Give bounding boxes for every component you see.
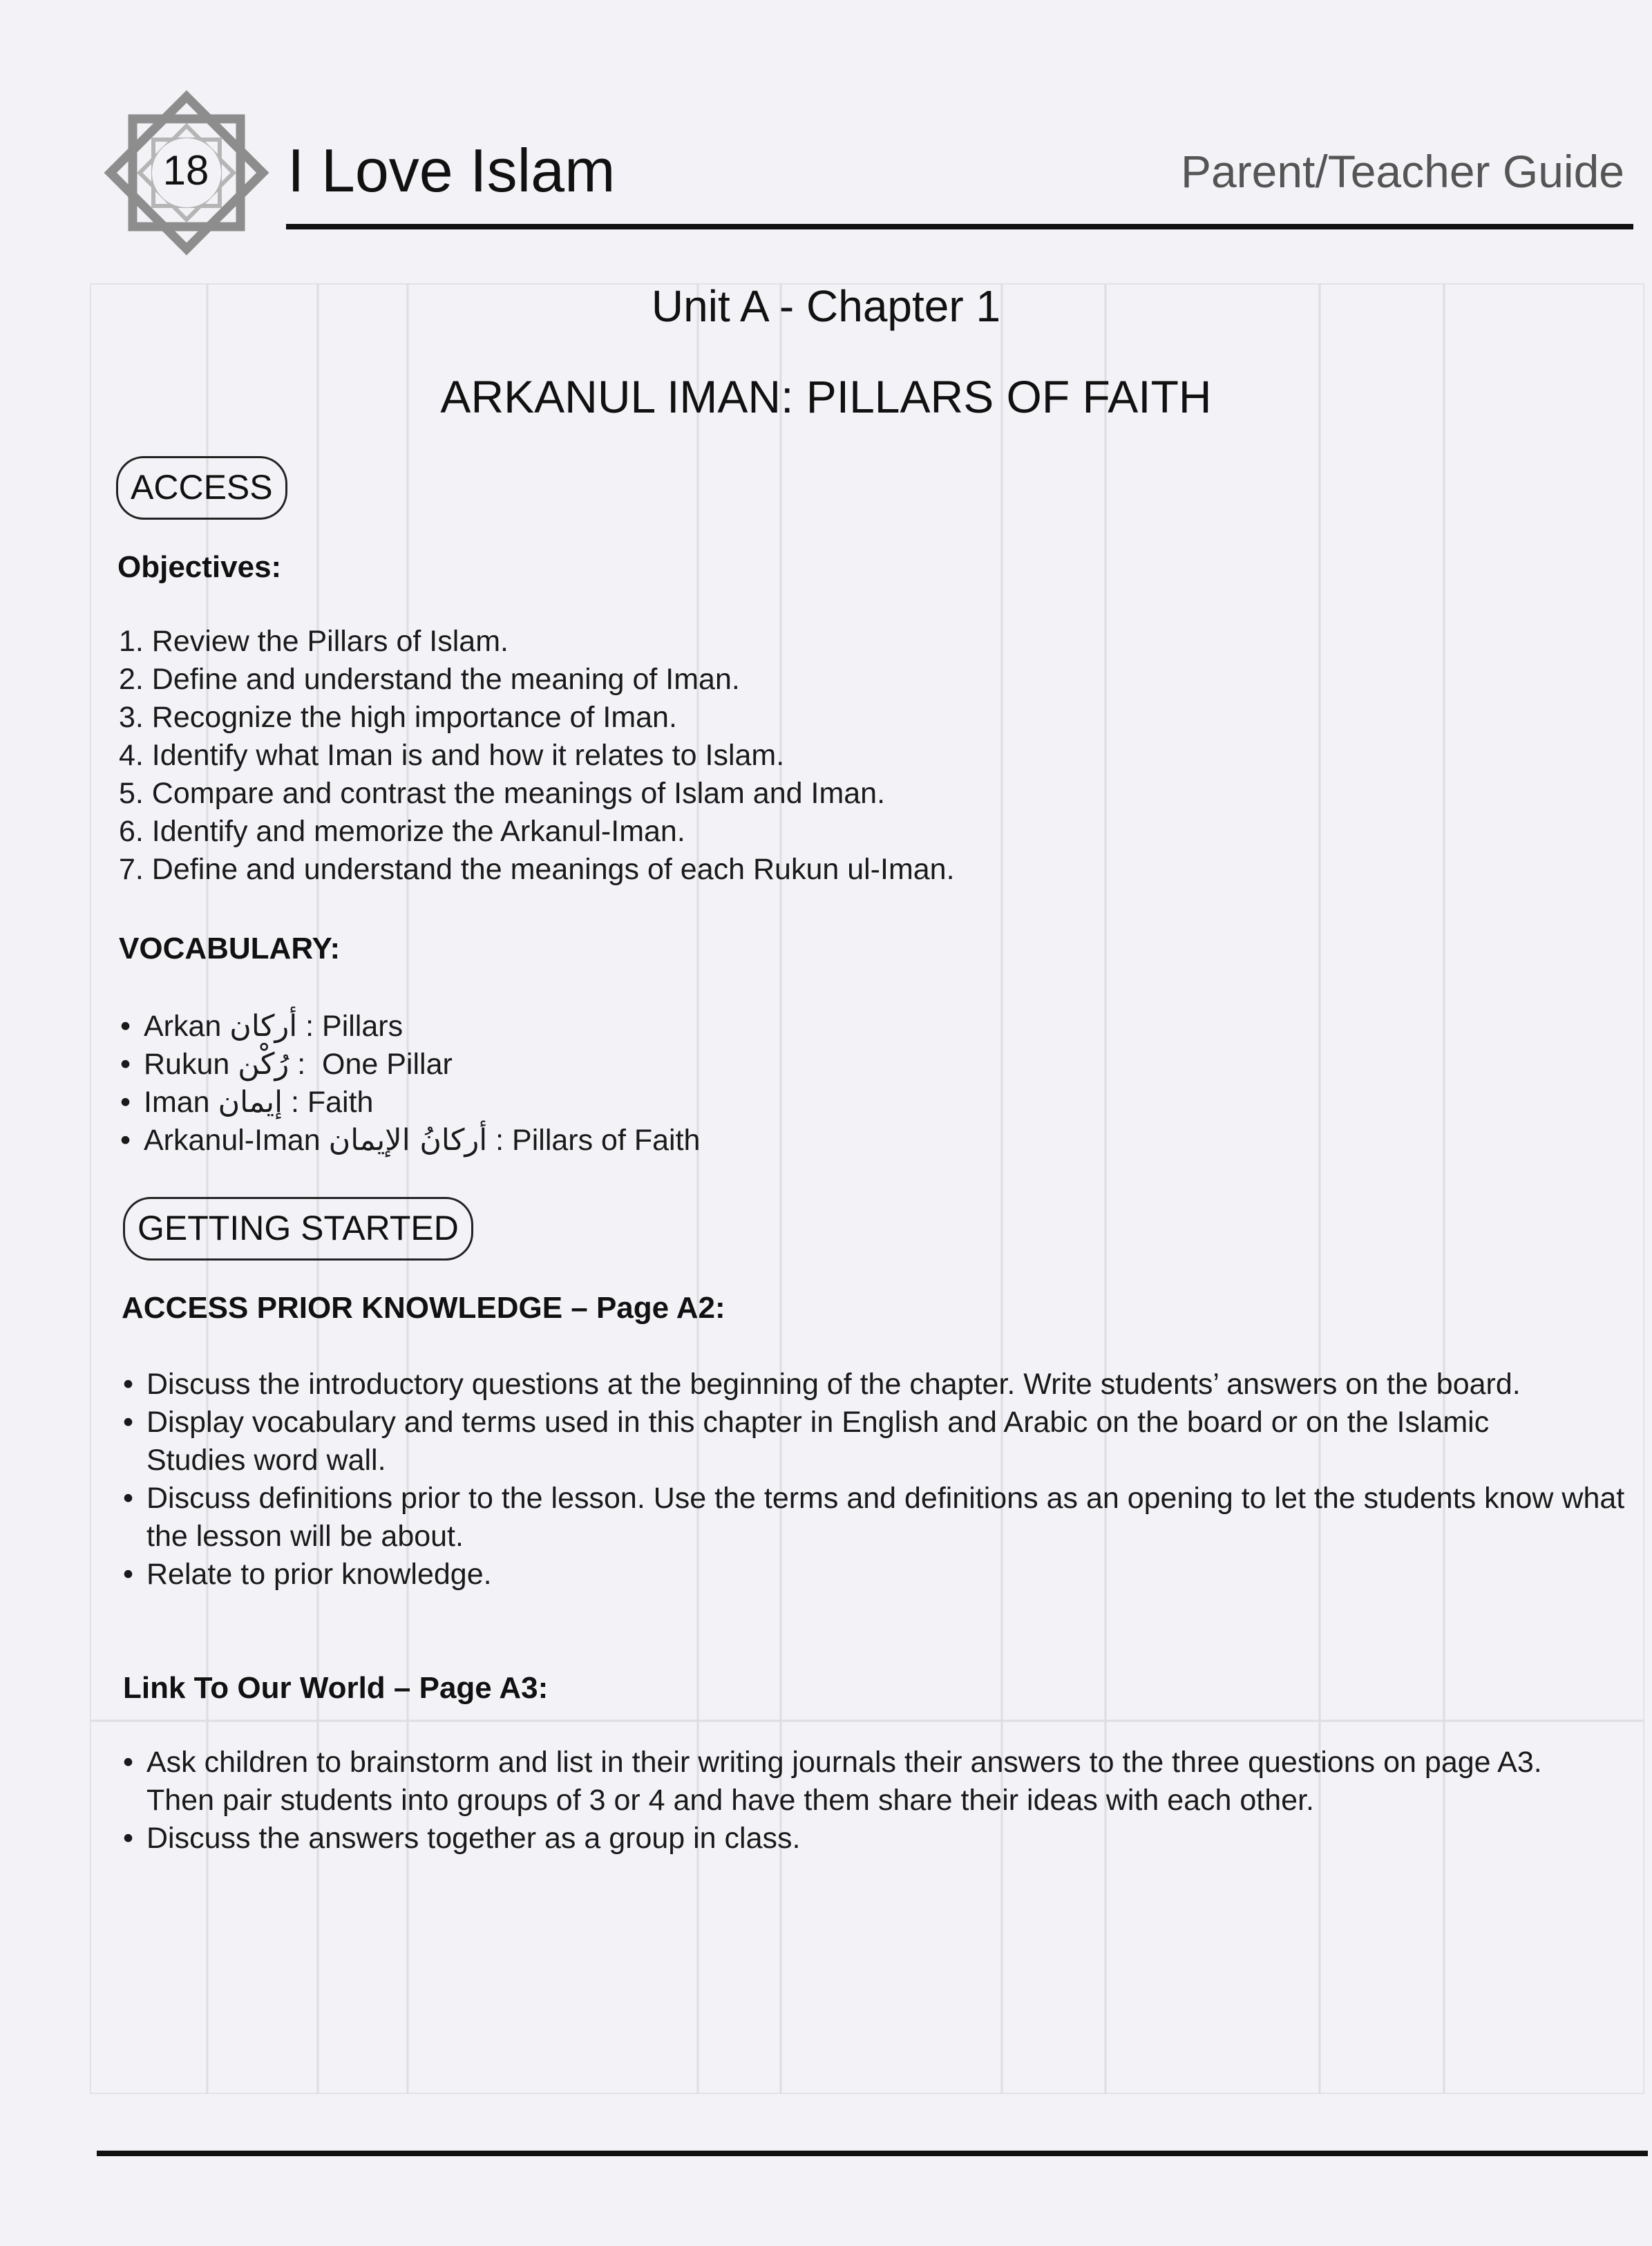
vocabulary-meaning: : Pillars of Faith bbox=[495, 1124, 701, 1157]
list-item: 7. Define and understand the meanings of each Rukun ul-Iman. bbox=[119, 853, 955, 886]
vocabulary-meaning: : Pillars bbox=[305, 1010, 403, 1043]
vocabulary-arabic: رُكْن bbox=[238, 1047, 289, 1082]
prior-knowledge-list bbox=[122, 1366, 1652, 1594]
vocabulary-arabic: أركانُ الإيمان bbox=[328, 1123, 488, 1158]
list-item: 6. Identify and memorize the Arkanul-Iman. bbox=[119, 815, 685, 848]
vocabulary-list bbox=[119, 1008, 948, 1160]
vocabulary-item bbox=[119, 1122, 948, 1160]
list-item: • Display vocabulary and terms used in this chapter in English and Arabic on the board or on the Islamic Studies word wall. bbox=[122, 1404, 1563, 1480]
vocabulary-item bbox=[119, 1008, 948, 1046]
vocabulary-arabic: إيمان bbox=[218, 1085, 283, 1120]
vocabulary-term: Arkanul-Iman bbox=[144, 1124, 321, 1157]
prior-knowledge-heading: ACCESS PRIOR KNOWLEDGE – Page A2: bbox=[122, 1291, 725, 1325]
list-item: • Relate to prior knowledge. bbox=[122, 1556, 1652, 1594]
vocabulary-term: Rukun bbox=[144, 1048, 230, 1081]
vocabulary-arabic: أركان bbox=[229, 1009, 298, 1044]
list-item: • Discuss the introductory questions at the beginning of the chapter. Write students’ answers on the board. bbox=[122, 1366, 1563, 1404]
vocabulary-term: Arkan bbox=[144, 1010, 222, 1043]
footer-divider bbox=[97, 2151, 1648, 2156]
header-divider bbox=[286, 224, 1633, 229]
list-item: 3. Recognize the high importance of Iman. bbox=[119, 701, 677, 734]
chapter-subtitle: ARKANUL IMAN: PILLARS OF FAITH bbox=[440, 371, 1212, 422]
list-item: • Discuss definitions prior to the lesson. Use the terms and definitions as an opening to let the students know what the lesson will be about. bbox=[122, 1480, 1652, 1556]
vocabulary-meaning: : One Pillar bbox=[297, 1048, 453, 1081]
vocabulary-meaning: : Faith bbox=[290, 1086, 374, 1119]
guide-title: Parent/Teacher Guide bbox=[1180, 146, 1624, 197]
objectives-list bbox=[119, 623, 955, 889]
list-item: 1. Review the Pillars of Islam. bbox=[119, 625, 509, 658]
vocabulary-item bbox=[119, 1046, 948, 1084]
objectives-heading: Objectives: bbox=[117, 550, 282, 584]
book-title: I Love Islam bbox=[287, 136, 616, 205]
list-item: 2. Define and understand the meaning of Iman. bbox=[119, 663, 740, 696]
chapter-title: Unit A - Chapter 1 bbox=[651, 281, 1001, 331]
list-item: • Discuss the answers together as a group in class. bbox=[122, 1820, 1607, 1858]
vocabulary-term: Iman bbox=[144, 1086, 210, 1119]
list-item: 5. Compare and contrast the meanings of Islam and Iman. bbox=[119, 777, 886, 810]
link-to-our-world-list bbox=[122, 1744, 1607, 1858]
vocabulary-heading: VOCABULARY: bbox=[119, 932, 341, 965]
link-to-our-world-heading: Link To Our World – Page A3: bbox=[123, 1671, 549, 1705]
list-item: 4. Identify what Iman is and how it relates to Islam. bbox=[119, 739, 785, 772]
access-section-label: ACCESS bbox=[116, 456, 287, 520]
vocabulary-item bbox=[119, 1084, 948, 1122]
page-number: 18 bbox=[162, 147, 209, 194]
getting-started-section-label: GETTING STARTED bbox=[123, 1197, 473, 1261]
list-item: • Ask children to brainstorm and list in their writing journals their answers to the three questions on page A3. Then pair students into groups of 3 or 4 and have them share their ideas with each other. bbox=[122, 1744, 1584, 1820]
